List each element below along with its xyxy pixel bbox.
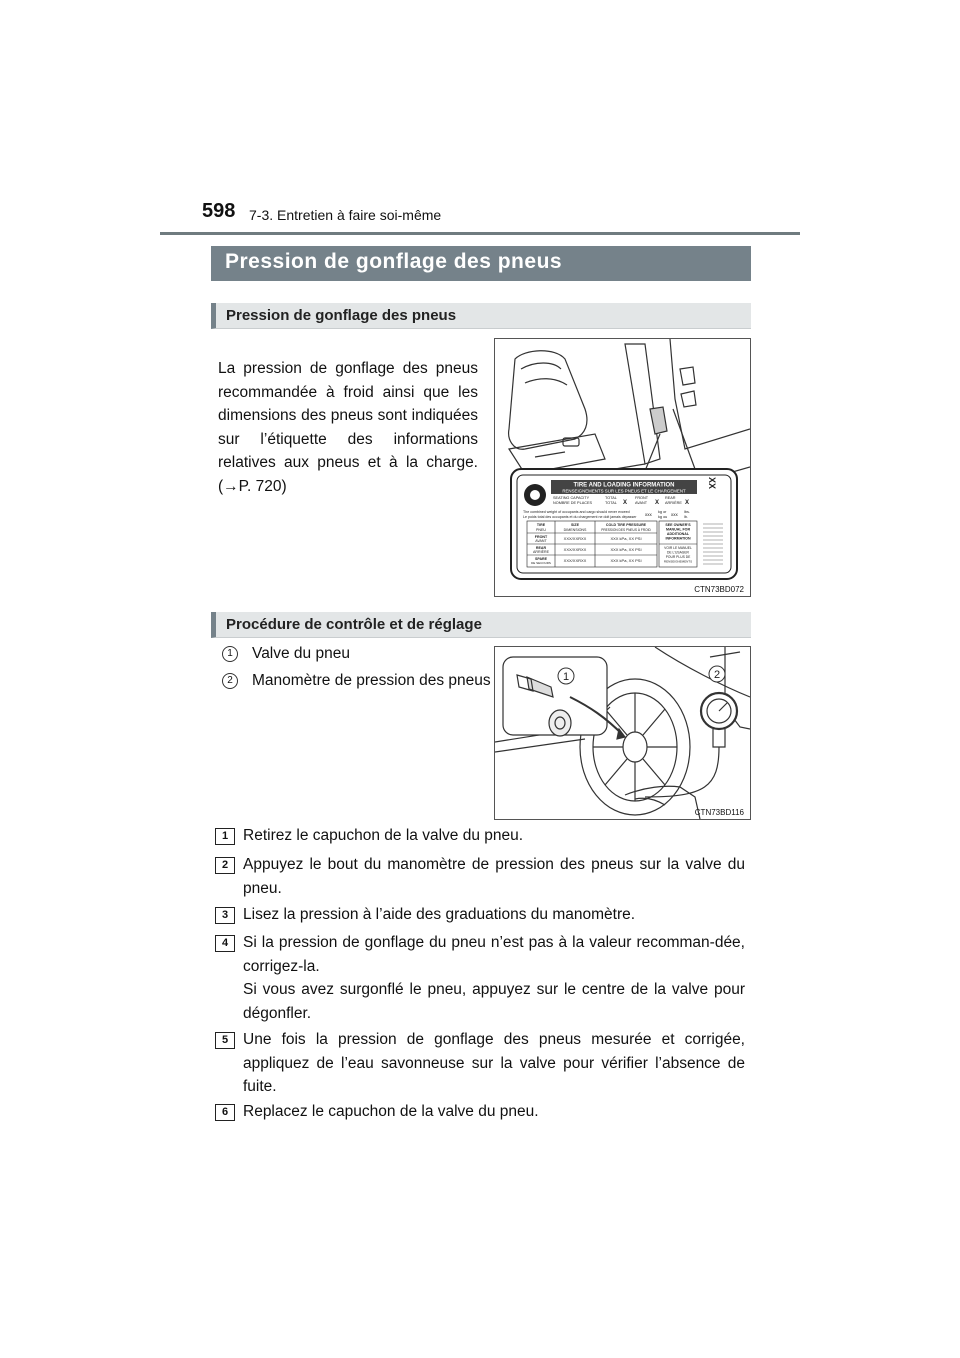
label-rear-x: X [685, 500, 690, 506]
label-weight-fr: Le poids total des occupants et du chargement ne doit jamais dépasser [523, 515, 637, 519]
label-row-pressure: XXX kPa, XX PSI [610, 536, 642, 541]
figure-code: CTN73BD116 [694, 808, 744, 817]
label-col-pressure: COLD TIRE PRESSURE [605, 523, 647, 527]
step-text [243, 1028, 745, 1099]
label-code-xx: XX [707, 477, 717, 490]
step-number-badge: 6 [215, 1104, 235, 1121]
label-row-size: XXX/XXRXX [563, 547, 587, 552]
label-rear-en: REAR [665, 496, 676, 500]
tire-label-illustration [495, 339, 750, 596]
step-text [243, 824, 745, 848]
label-row-pressure: XXX kPa, XX PSI [610, 558, 642, 563]
label-row-size: XXX/XXRXX [563, 536, 587, 541]
label-weight-en: The combined weight of occupants and cargo should never exceed [523, 510, 630, 514]
valve-gauge-figure [494, 646, 751, 820]
label-col-tire-fr: PNEU [536, 528, 546, 532]
label-row-pressure: XXX kPa, XX PSI [610, 547, 642, 552]
label-manual-en: MANUAL FOR [665, 527, 691, 532]
label-row-tire-fr: ARRIÈRE [533, 550, 549, 554]
intro-paragraph: La pression de gonflage des pneus recommandée à froid ainsi que les dimensions des pneus sont indiquées sur l’étiquette des informations relatives aux pneus et à la charge. (→P. 720) [218, 360, 478, 495]
label-row-tire-fr: DE SECOURS [531, 561, 551, 565]
label-front-x: X [655, 500, 660, 506]
step-line: Si la pression de gonflage du pneu n’est pas à la valeur recomman-dée, corrigez-la. [243, 934, 745, 975]
legend-number: 2 [222, 673, 238, 689]
label-row-tire: REAR [535, 546, 547, 550]
legend-item [222, 643, 478, 665]
label-weight-kg-value: xxx [645, 512, 652, 517]
page-title: Pression de gonflage des pneus [225, 250, 563, 273]
label-manual-fr: POUR PLUS DE [665, 555, 691, 559]
step-number-badge: 5 [215, 1032, 235, 1049]
section-title: Procédure de contrôle et de réglage [226, 616, 482, 633]
main-title-bar [211, 246, 751, 281]
header-rule [160, 232, 800, 235]
label-kg-or: kg or [658, 510, 667, 514]
label-title-fr: RENSEIGNEMENTS SUR LES PNEUS ET LE CHARGEMENT [562, 488, 686, 494]
step-text [243, 931, 745, 1025]
label-total-x: X [623, 500, 628, 506]
section-header-pressure [211, 303, 751, 329]
section-title: Pression de gonflage des pneus [226, 307, 457, 324]
callout-2: 2 [713, 669, 721, 681]
label-lb: lb. [684, 515, 689, 519]
figure-code: CTN73BD072 [694, 585, 744, 594]
step-line: Si vous avez surgonflé le pneu, appuyez sur le centre de la valve pour dégonfler. [243, 981, 745, 1022]
step-text [243, 903, 745, 927]
label-manual-en: ADDITIONAL [666, 532, 690, 536]
label-manual-en: INFORMATION [665, 536, 691, 541]
breadcrumb: 7-3. Entretien à faire soi-même [249, 207, 442, 223]
legend-text: Valve du pneu [252, 645, 350, 662]
label-lbs: lbs. [684, 510, 690, 514]
step-number-badge: 2 [215, 857, 235, 874]
label-manual-fr: VOIR LE MANUEL [664, 546, 692, 550]
step-text [243, 853, 745, 900]
label-kg-ou: kg ou [658, 515, 668, 519]
step-line: Retirez le capuchon de la valve du pneu. [243, 827, 524, 844]
step-number-badge: 3 [215, 907, 235, 924]
label-rear-fr: ARRIÈRE [665, 501, 682, 505]
label-weight-lb-value: xxx [671, 512, 678, 517]
legend-item [222, 670, 508, 692]
label-col-tire: TIRE [536, 523, 546, 527]
legend-number: 1 [222, 646, 238, 662]
step-line: Appuyez le bout du manomètre de pression des pneus sur la valve du pneu. [243, 856, 745, 897]
label-seating-fr: NOMBRE DE PLACES [553, 501, 593, 505]
label-title-en: TIRE AND LOADING INFORMATION [573, 482, 675, 489]
label-row-tire: SPARE [534, 557, 548, 561]
label-manual-fr: RENSEIGNEMENTS [663, 559, 693, 564]
label-col-size: SIZE [571, 523, 579, 527]
section-header-procedure [211, 612, 751, 638]
label-front-fr: AVANT [635, 501, 648, 505]
step-text [243, 1100, 745, 1124]
label-front-en: FRONT [635, 496, 649, 500]
legend-text: Manomètre de pression des pneus [252, 672, 491, 689]
step-line: Une fois la pression de gonflage des pneus mesurée et corrigée, appliquez de l’eau savonneuse sur la valve pour vérifier l’absence de fuite. [243, 1031, 745, 1095]
callout-1: 1 [562, 671, 570, 683]
tire-label-figure [494, 338, 751, 597]
label-seating-en: SEATING CAPACITY [553, 496, 590, 500]
label-total-fr: TOTAL [605, 501, 617, 505]
label-row-tire-fr: AVANT [535, 539, 547, 543]
label-row-size: XXX/XXRXX [563, 558, 587, 563]
step-line: Lisez la pression à l’aide des graduations du manomètre. [243, 906, 636, 923]
step-line: Replacez le capuchon de la valve du pneu. [243, 1103, 539, 1120]
label-manual-fr: DE L'USAGER [667, 550, 689, 555]
label-total-en: TOTAL [605, 496, 617, 500]
step-number-badge: 4 [215, 935, 235, 952]
step-number-badge: 1 [215, 828, 235, 845]
label-col-pressure-fr: PRESSION DES PNEUS À FROID [601, 528, 651, 532]
page-number: 598 [202, 200, 236, 222]
label-row-tire: FRONT [534, 535, 548, 539]
valve-gauge-illustration [495, 647, 750, 819]
label-col-size-fr: DIMENSIONS [563, 528, 587, 532]
label-manual-en: SEE OWNER'S [665, 523, 691, 527]
